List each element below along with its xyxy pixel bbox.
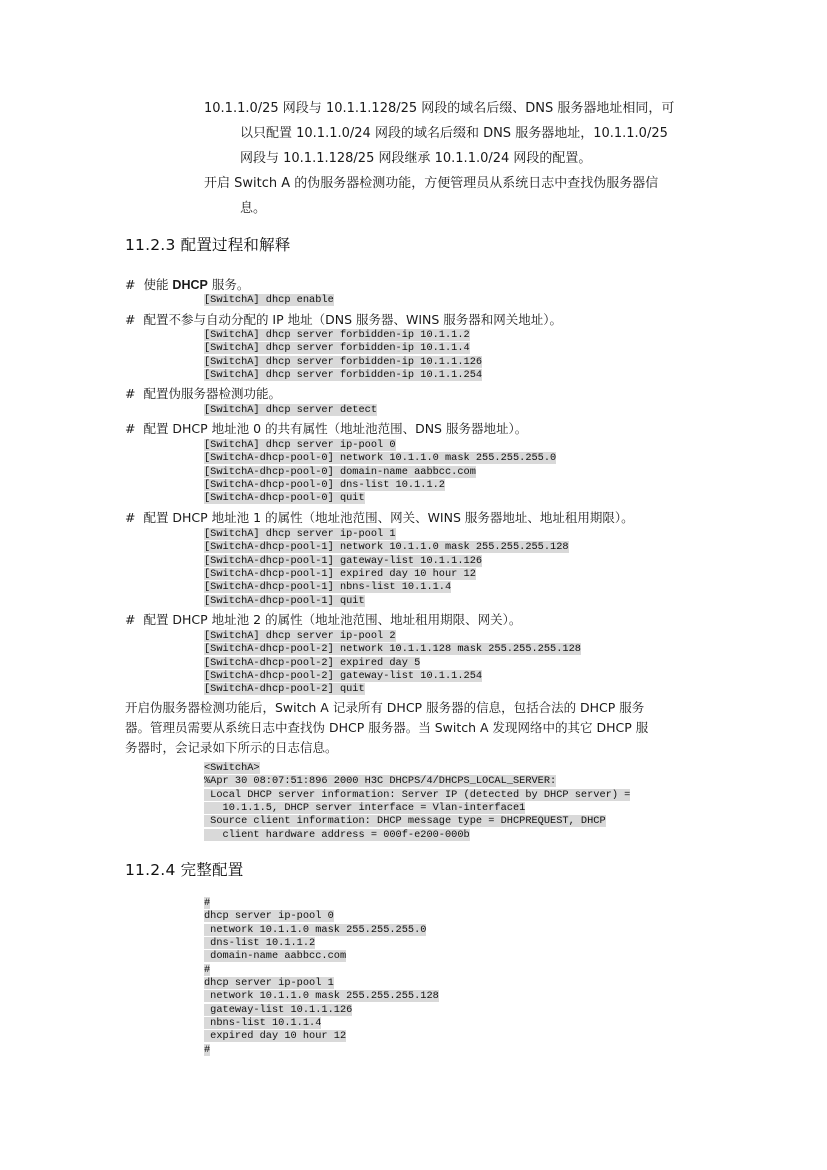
step-pool-1: [125, 509, 634, 526]
code-block-forbidden-ip: [204, 329, 482, 382]
log-line: %Apr 30 08:07:51:896 2000 H3C DHCPS/4/DHCPS_LOCAL_SERVER:: [204, 775, 557, 788]
step-forbidden-ip: [125, 311, 562, 328]
code-line: [SwitchA] dhcp server ip-pool 0: [204, 439, 396, 451]
code-line: [SwitchA-dhcp-pool-0] quit: [204, 492, 365, 505]
log-line: Source client information: DHCP message type = DHCPREQUEST, DHCP: [204, 815, 606, 828]
code-line: [SwitchA-dhcp-pool-0] domain-name aabbcc.com: [204, 465, 476, 478]
config-line: network 10.1.1.0 mask 255.255.255.128: [204, 990, 439, 1003]
code-line: [SwitchA] dhcp server detect: [204, 404, 378, 416]
step-text: 配置 DHCP 地址池 0 的共有属性（地址池范围、DNS 服务器地址）。: [143, 421, 528, 436]
config-line: #: [204, 963, 211, 976]
code-block-pool-0: [204, 439, 556, 506]
code-line: [SwitchA-dhcp-pool-2] expired day 5: [204, 656, 421, 669]
step-hash: #: [125, 277, 136, 292]
config-line: #: [204, 1043, 211, 1056]
log-line: 10.1.1.5, DHCP server interface = Vlan-interface1: [204, 802, 526, 815]
config-line: network 10.1.1.0 mask 255.255.255.0: [204, 923, 427, 936]
config-line: dhcp server ip-pool 1: [204, 977, 334, 990]
config-line: dns-list 10.1.1.2: [204, 937, 316, 950]
code-line: [SwitchA] dhcp server forbidden-ip 10.1.1.126: [204, 355, 483, 368]
step-hash: #: [125, 386, 136, 401]
code-line: [SwitchA-dhcp-pool-1] gateway-list 10.1.1.126: [204, 554, 483, 567]
intro-item-2: [204, 171, 658, 221]
log-line: <SwitchA>: [204, 762, 260, 774]
code-line: [SwitchA-dhcp-pool-1] expired day 10 hour 12: [204, 568, 476, 581]
intro-item-2-line-1: 开启 Switch A 的伪服务器检测功能，方便管理员从系统日志中查找伪服务器信: [204, 176, 659, 191]
code-line: [SwitchA-dhcp-pool-2] network 10.1.1.128 mask 255.255.255.128: [204, 643, 581, 656]
step-hash: #: [125, 612, 136, 627]
section-heading-11-2-3: 11.2.3 配置过程和解释: [125, 236, 291, 254]
code-block-pool-1: [204, 528, 569, 608]
intro-item-1-line-2: 以只配置 10.1.1.0/24 网段的域名后缀和 DNS 服务器地址，10.1.1.0/25: [240, 126, 668, 141]
code-block-detect: [204, 404, 377, 417]
log-line: Local DHCP server information: Server IP (detected by DHCP server) =: [204, 788, 631, 801]
config-line: domain-name aabbcc.com: [204, 950, 347, 963]
step-pool-0: [125, 420, 527, 437]
log-line: client hardware address = 000f-e200-000b: [204, 828, 470, 841]
code-line: [SwitchA-dhcp-pool-1] quit: [204, 594, 365, 607]
config-line: gateway-list 10.1.1.126: [204, 1003, 353, 1016]
step-detect: [125, 385, 281, 402]
code-block-pool-2: [204, 630, 581, 697]
complete-config-block: [204, 897, 439, 1057]
step-text-post: 服务。: [207, 277, 250, 292]
code-block-enable: [204, 294, 334, 307]
step-text-bold: DHCP: [172, 278, 208, 292]
intro-item-2-line-2: 息。: [240, 201, 267, 216]
step-hash: #: [125, 312, 136, 327]
explanation-line: 开启伪服务器检测功能后，Switch A 记录所有 DHCP 服务器的信息，包括合法的 DHCP 服务: [125, 700, 645, 715]
step-hash: #: [125, 510, 136, 525]
intro-item-1: [204, 96, 674, 171]
code-line: [SwitchA] dhcp server forbidden-ip 10.1.1.4: [204, 342, 470, 355]
explanation-line: 器。管理员需要从系统日志中查找伪 DHCP 服务器。当 Switch A 发现网络中的其它 DHCP 服: [125, 720, 649, 735]
code-line: [SwitchA] dhcp server forbidden-ip 10.1.1.254: [204, 369, 483, 382]
step-text-pre: 使能: [143, 277, 173, 292]
section-heading-11-2-4: 11.2.4 完整配置: [125, 861, 244, 879]
config-line: #: [204, 897, 211, 909]
code-line: [SwitchA-dhcp-pool-2] gateway-list 10.1.1.254: [204, 670, 483, 683]
code-line: [SwitchA-dhcp-pool-1] network 10.1.1.0 mask 255.255.255.128: [204, 541, 569, 554]
code-line: [SwitchA] dhcp server ip-pool 1: [204, 528, 396, 540]
code-line: [SwitchA-dhcp-pool-0] network 10.1.1.0 mask 255.255.255.0: [204, 452, 557, 465]
code-line: [SwitchA] dhcp server forbidden-ip 10.1.1.2: [204, 329, 470, 341]
config-line: dhcp server ip-pool 0: [204, 910, 334, 923]
intro-item-1-line-1: 10.1.1.0/25 网段与 10.1.1.128/25 网段的域名后缀、DNS 服务器地址相同，可: [204, 101, 675, 116]
intro-item-1-line-3: 网段与 10.1.1.128/25 网段继承 10.1.1.0/24 网段的配置。: [240, 151, 592, 166]
explanation-line: 务器时，会记录如下所示的日志信息。: [125, 740, 338, 755]
step-pool-2: [125, 611, 521, 628]
config-line: expired day 10 hour 12: [204, 1030, 347, 1043]
code-line: [SwitchA] dhcp enable: [204, 294, 334, 306]
step-enable-dhcp: [125, 276, 249, 294]
code-line: [SwitchA] dhcp server ip-pool 2: [204, 630, 396, 642]
config-line: nbns-list 10.1.1.4: [204, 1017, 322, 1030]
step-text: 配置 DHCP 地址池 2 的属性（地址池范围、地址租用期限、网关）。: [143, 612, 522, 627]
step-hash: #: [125, 421, 136, 436]
code-line: [SwitchA-dhcp-pool-1] nbns-list 10.1.1.4: [204, 581, 452, 594]
code-line: [SwitchA-dhcp-pool-2] quit: [204, 683, 365, 696]
log-output-block: [204, 762, 630, 842]
step-text: 配置不参与自动分配的 IP 地址（DNS 服务器、WINS 服务器和网关地址）。: [143, 312, 563, 327]
code-line: [SwitchA-dhcp-pool-0] dns-list 10.1.1.2: [204, 479, 445, 492]
explanation-paragraph: [125, 698, 648, 758]
step-text: 配置伪服务器检测功能。: [143, 386, 281, 401]
step-text: 配置 DHCP 地址池 1 的属性（地址池范围、网关、WINS 服务器地址、地址租用期限）。: [143, 510, 634, 525]
